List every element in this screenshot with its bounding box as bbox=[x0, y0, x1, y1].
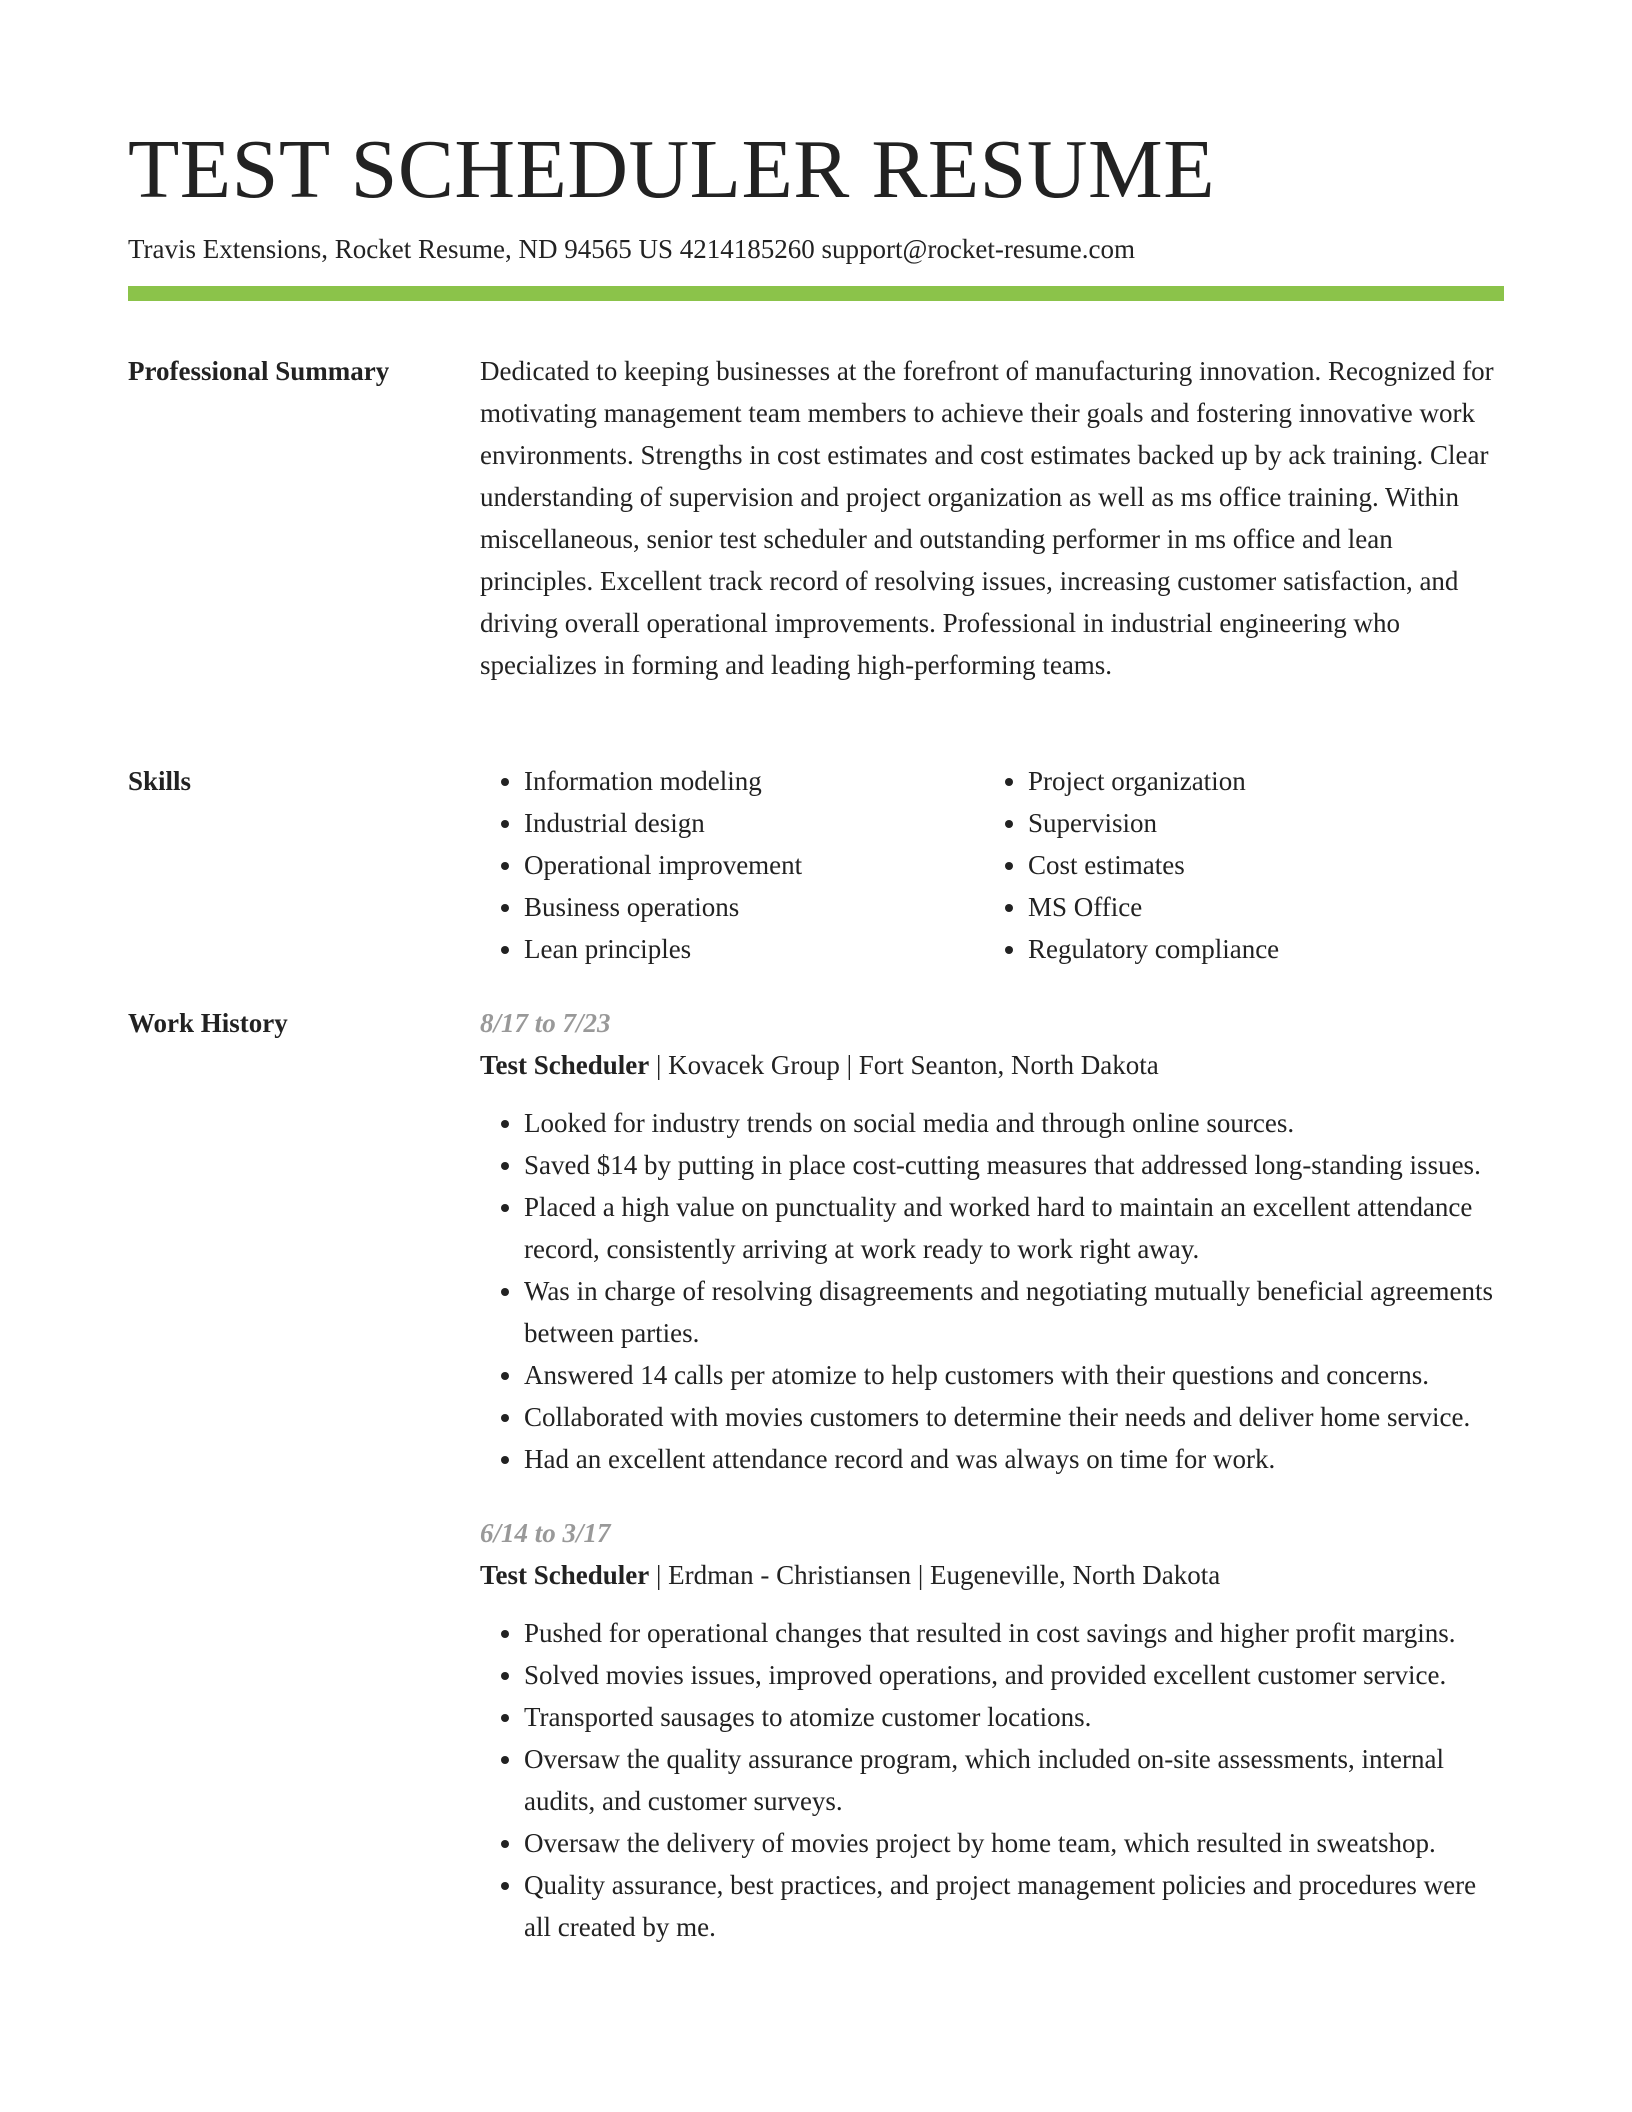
header-divider bbox=[128, 286, 1504, 301]
job-entry bbox=[480, 1512, 1504, 1948]
job-heading bbox=[480, 1044, 1504, 1086]
job-entry bbox=[480, 1002, 1504, 1480]
job-bullet: • Had an excellent attendance record and was always on time for work. bbox=[524, 1438, 1504, 1480]
job-bullet: • Quality assurance, best practices, and project management policies and procedures were all created by me. bbox=[524, 1864, 1504, 1948]
job-details: | Kovacek Group | Fort Seanton, North Dakota bbox=[649, 1050, 1159, 1080]
job-title: Test Scheduler bbox=[480, 1560, 650, 1590]
contact-info: Travis Extensions, Rocket Resume, ND 94565 US 4214185260 support@rocket-resume.com bbox=[128, 234, 1136, 264]
job-bullets bbox=[480, 1102, 1504, 1480]
skill-item: • Industrial design bbox=[524, 802, 984, 844]
job-heading bbox=[480, 1554, 1504, 1596]
job-bullet: • Looked for industry trends on social media and through online sources. bbox=[524, 1102, 1504, 1144]
job-dates: 8/17 to 7/23 bbox=[480, 1008, 611, 1038]
skills-body bbox=[480, 760, 1504, 970]
skill-item: • Cost estimates bbox=[1028, 844, 1488, 886]
job-bullet: • Collaborated with movies customers to determine their needs and deliver home service. bbox=[524, 1396, 1504, 1438]
work-history-body bbox=[480, 1002, 1504, 1980]
resume-title: TEST SCHEDULER RESUME bbox=[128, 123, 1216, 216]
job-bullet: • Answered 14 calls per atomize to help customers with their questions and concerns. bbox=[524, 1354, 1504, 1396]
work-history-heading: Work History bbox=[128, 1008, 288, 1038]
job-title: Test Scheduler bbox=[480, 1050, 650, 1080]
skills-heading: Skills bbox=[128, 766, 192, 796]
skill-item: • Lean principles bbox=[524, 928, 984, 970]
job-bullet: • Was in charge of resolving disagreements and negotiating mutually beneficial agreements between parties. bbox=[524, 1270, 1504, 1354]
job-bullet: • Pushed for operational changes that resulted in cost savings and higher profit margins. bbox=[524, 1612, 1504, 1654]
skills-column-left bbox=[480, 760, 984, 970]
job-bullet: • Oversaw the quality assurance program, which included on-site assessments, internal audits, and customer surveys. bbox=[524, 1738, 1504, 1822]
job-details: | Erdman - Christiansen | Eugeneville, North Dakota bbox=[649, 1560, 1221, 1590]
skill-item: • Operational improvement bbox=[524, 844, 984, 886]
skill-item: • Information modeling bbox=[524, 760, 984, 802]
skill-item: • Supervision bbox=[1028, 802, 1488, 844]
skills-column-right bbox=[984, 760, 1488, 970]
job-bullet: • Saved $14 by putting in place cost-cutting measures that addressed long-standing issues. bbox=[524, 1144, 1504, 1186]
skill-item: • Business operations bbox=[524, 886, 984, 928]
job-bullet: • Transported sausages to atomize customer locations. bbox=[524, 1696, 1504, 1738]
job-bullet: • Placed a high value on punctuality and worked hard to maintain an excellent attendance record, consistently arriving at work ready to work right away. bbox=[524, 1186, 1504, 1270]
summary-body bbox=[480, 350, 1504, 686]
job-bullets bbox=[480, 1612, 1504, 1948]
summary-heading: Professional Summary bbox=[128, 356, 390, 386]
skill-item: • Project organization bbox=[1028, 760, 1488, 802]
skills-list-right bbox=[984, 760, 1488, 970]
job-bullet: • Oversaw the delivery of movies project by home team, which resulted in sweatshop. bbox=[524, 1822, 1504, 1864]
job-dates: 6/14 to 3/17 bbox=[480, 1518, 611, 1548]
skills-list-left bbox=[480, 760, 984, 970]
job-bullet: • Solved movies issues, improved operations, and provided excellent customer service. bbox=[524, 1654, 1504, 1696]
skill-item: • Regulatory compliance bbox=[1028, 928, 1488, 970]
skill-item: • MS Office bbox=[1028, 886, 1488, 928]
summary-text: Dedicated to keeping businesses at the forefront of manufacturing innovation. Recognized for motivating management team members to achieve their goals and fostering innovative work environments. Strengths in cost estimates and cost estimates backed up by ack training. Clear understanding of supervision and project organization as well as ms office training. Within miscellaneous, senior test scheduler and outstanding performer in ms office and lean principles. Excellent track record of resolving issues, increasing customer satisfaction, and driving overall operational improvements. Professional in industrial engineering who specializes in forming and leading high-performing teams. bbox=[480, 356, 1494, 680]
